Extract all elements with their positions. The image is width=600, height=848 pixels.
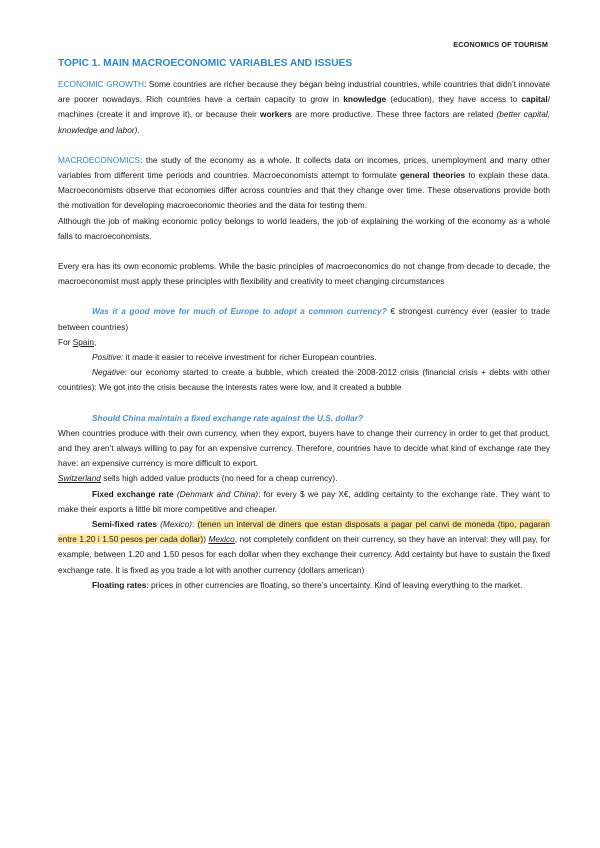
running-header: ECONOMICS OF TOURISM	[453, 40, 548, 49]
europe-question-paragraph: Was it a good move for much of Europe to adopt a common currency? € strongest currency ever (easier to trade between countries)	[58, 306, 551, 332]
macro-job-paragraph: Although the job of making economic policy belongs to world leaders, the job of explaining the working of the economy as a whole falls to macroeconomists.	[58, 215, 550, 241]
china-question: Should China maintain a fixed exchange rate against the U.S. dollar?	[92, 412, 364, 423]
europe-question: Was it a good move for much of Europe to adopt a common currency?	[92, 306, 387, 317]
negative-line: Negative: our economy started to create a bubble, which created the 2008-2012 crisis (financial crisis + debts with other countries): We got into the crisis because the interests rates were low, and it created a bubble	[58, 367, 550, 393]
semi-fixed-paragraph: Semi-fixed rates (Mexico): (tenen un interval de diners que estan disposats a pagar pel canvi de moneda (tipo, pagaran entre 1.20 i 1.50 pesos per cada dollar)) Mexico, not completely confident on their currency, so they have an interval: they will pay, for example, between 1.20 and 1.50 pesos for each dollar when they exchange their currency. Add certainty but have to sustain the fixed exchange rate. It is fixed as you trade a lot with another currency (dollars american)	[58, 519, 550, 575]
switzerland-line: Switzerland sells high added value products (no need for a cheap currency).	[58, 473, 338, 484]
page-title: TOPIC 1. MAIN MACROECONOMIC VARIABLES AND ISSUES	[58, 58, 353, 69]
macroeconomics-paragraph: MACROECONOMICS: the study of the economy as a whole. It collects data on incomes, prices, unemployment and many other variables from different time periods and countries. Macroeconomists attempt to formulate general theories to explain these data. Macroeconomists observe that economies differ across countries and that they change over time. These observations provide both the motivation for developing macroeconomic theories and the data for testing them.	[58, 154, 550, 211]
currency-paragraph: When countries produce with their own currency, when they export, buyers have to change their currency in order to get that product, and they aren’t always willing to pay for an expensive currency. Therefore, countries have to decide what kind of exchange rate they have: an expensive currency is more difficult to export.	[58, 427, 550, 469]
fixed-rate-paragraph: Fixed exchange rate (Denmark and China): for every $ we pay X€, adding certainty to the exchange rate. They want to make their exports a little bit more competitive and cheaper.	[58, 488, 550, 514]
every-era-paragraph: Every era has its own economic problems. While the basic principles of macroeconomics do not change from decade to decade, the macroeconomist must apply these principles with flexibility and creativity to meet changing circumstances	[58, 261, 550, 287]
for-spain-line: For Spain,	[58, 336, 97, 347]
floating-rate-paragraph: Floating rates: prices in other currencies are floating, so there’s uncertainty. Kind of leaving everything to the market.	[92, 579, 523, 590]
page-content	[58, 57, 550, 593]
china-question-line	[58, 411, 550, 426]
economic-growth-paragraph: ECONOMIC GROWTH: Some countries are richer because they began being industrial countries, while countries that didn’t innovate are poorer nowadays. Rich countries have a certain capacity to grow in knowledge (education), they have access to capital/ machines (create it and improve it), or because their workers are more productive. These three factors are related (better capital, knowledge and labor).	[58, 79, 551, 135]
macroeconomics-term: MACROECONOMICS	[58, 154, 141, 165]
highlighted-note: (tenen un interval de diners que estan disposats a pagar pel canvi de moneda (tipo, pagaran entre 1.20 i 1.50 pesos per cada dollar)	[58, 519, 550, 545]
economic-growth-term: ECONOMIC GROWTH	[58, 79, 144, 89]
positive-line: Positive: it made it easier to receive investment for richer European countries.	[92, 352, 377, 363]
